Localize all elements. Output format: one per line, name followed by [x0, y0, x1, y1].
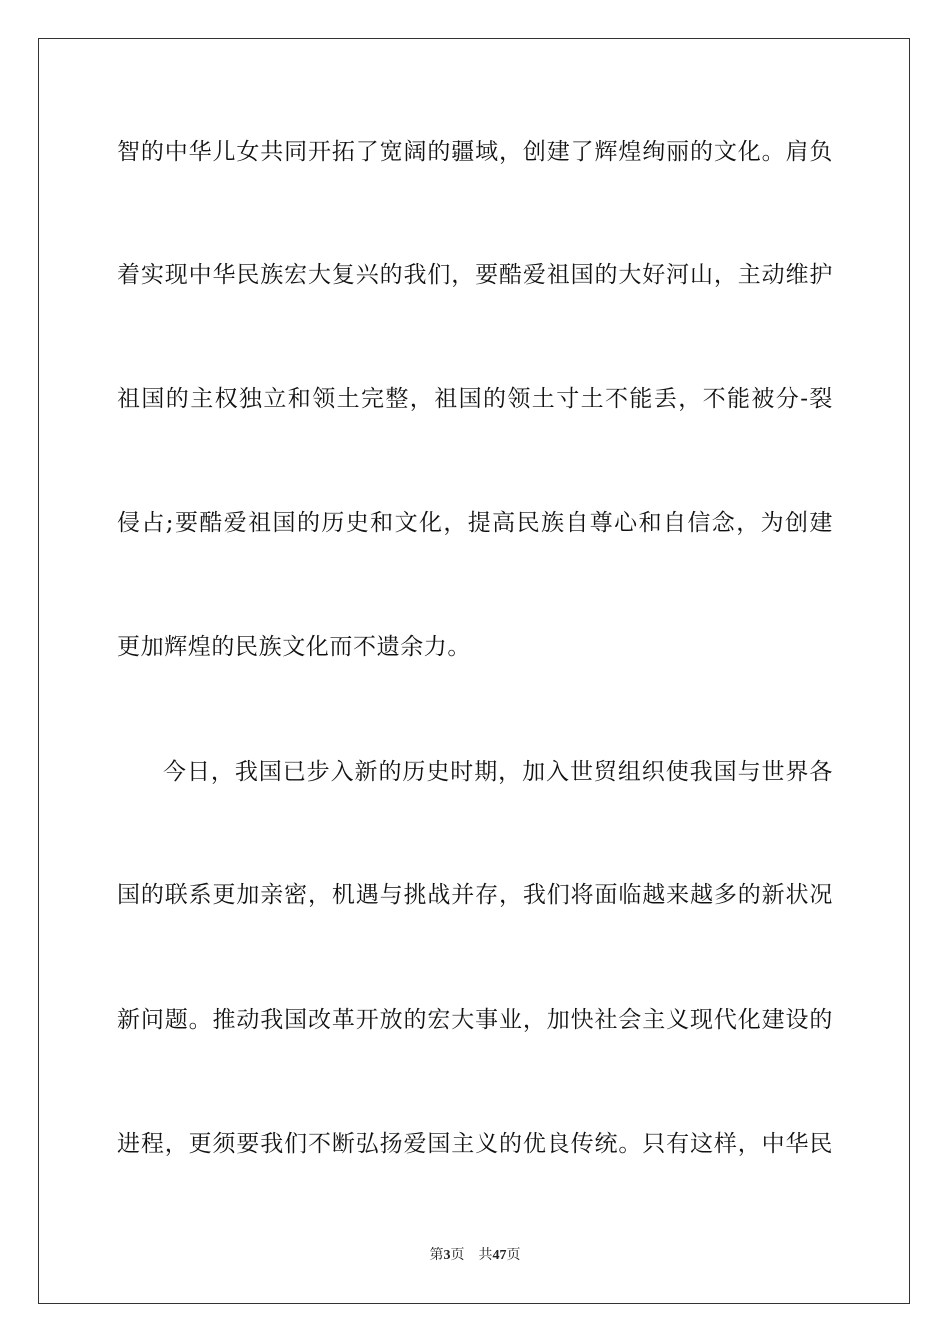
text-line-5: 更加辉煌的民族文化而不遗余力。: [117, 634, 471, 660]
text-line-2: 着实现中华民族宏大复兴的我们，要酷爱祖国的大好河山，主动维护: [117, 262, 833, 288]
page-frame: [38, 38, 910, 1304]
page-number: 3: [443, 1248, 451, 1263]
text-line-3: 祖国的主权独立和领土完整，祖国的领土寸土不能丢，不能被分-裂: [117, 386, 833, 412]
page-footer: [0, 1247, 950, 1265]
text-line-9: 进程，更须要我们不断弘扬爱国主义的优良传统。只有这样，中华民: [117, 1131, 833, 1157]
text-line-6: 今日，我国已步入新的历史时期，加入世贸组织使我国与世界各: [163, 759, 833, 785]
total-suffix: 页: [506, 1248, 521, 1263]
text-line-4: 侵占;要酷爱祖国的历史和文化，提高民族自尊心和自信念，为创建: [117, 510, 833, 536]
total-pages: 47: [492, 1248, 507, 1263]
page-prefix: 第: [429, 1248, 444, 1263]
page-suffix: 页: [450, 1248, 465, 1263]
text-line-7: 国的联系更加亲密，机遇与挑战并存，我们将面临越来越多的新状况: [117, 882, 833, 908]
text-line-8: 新问题。推动我国改革开放的宏大事业，加快社会主义现代化建设的: [117, 1007, 833, 1033]
text-line-1: 智的中华儿女共同开拓了宽阔的疆域，创建了辉煌绚丽的文化。肩负: [117, 139, 833, 165]
total-prefix: 共: [478, 1248, 493, 1263]
